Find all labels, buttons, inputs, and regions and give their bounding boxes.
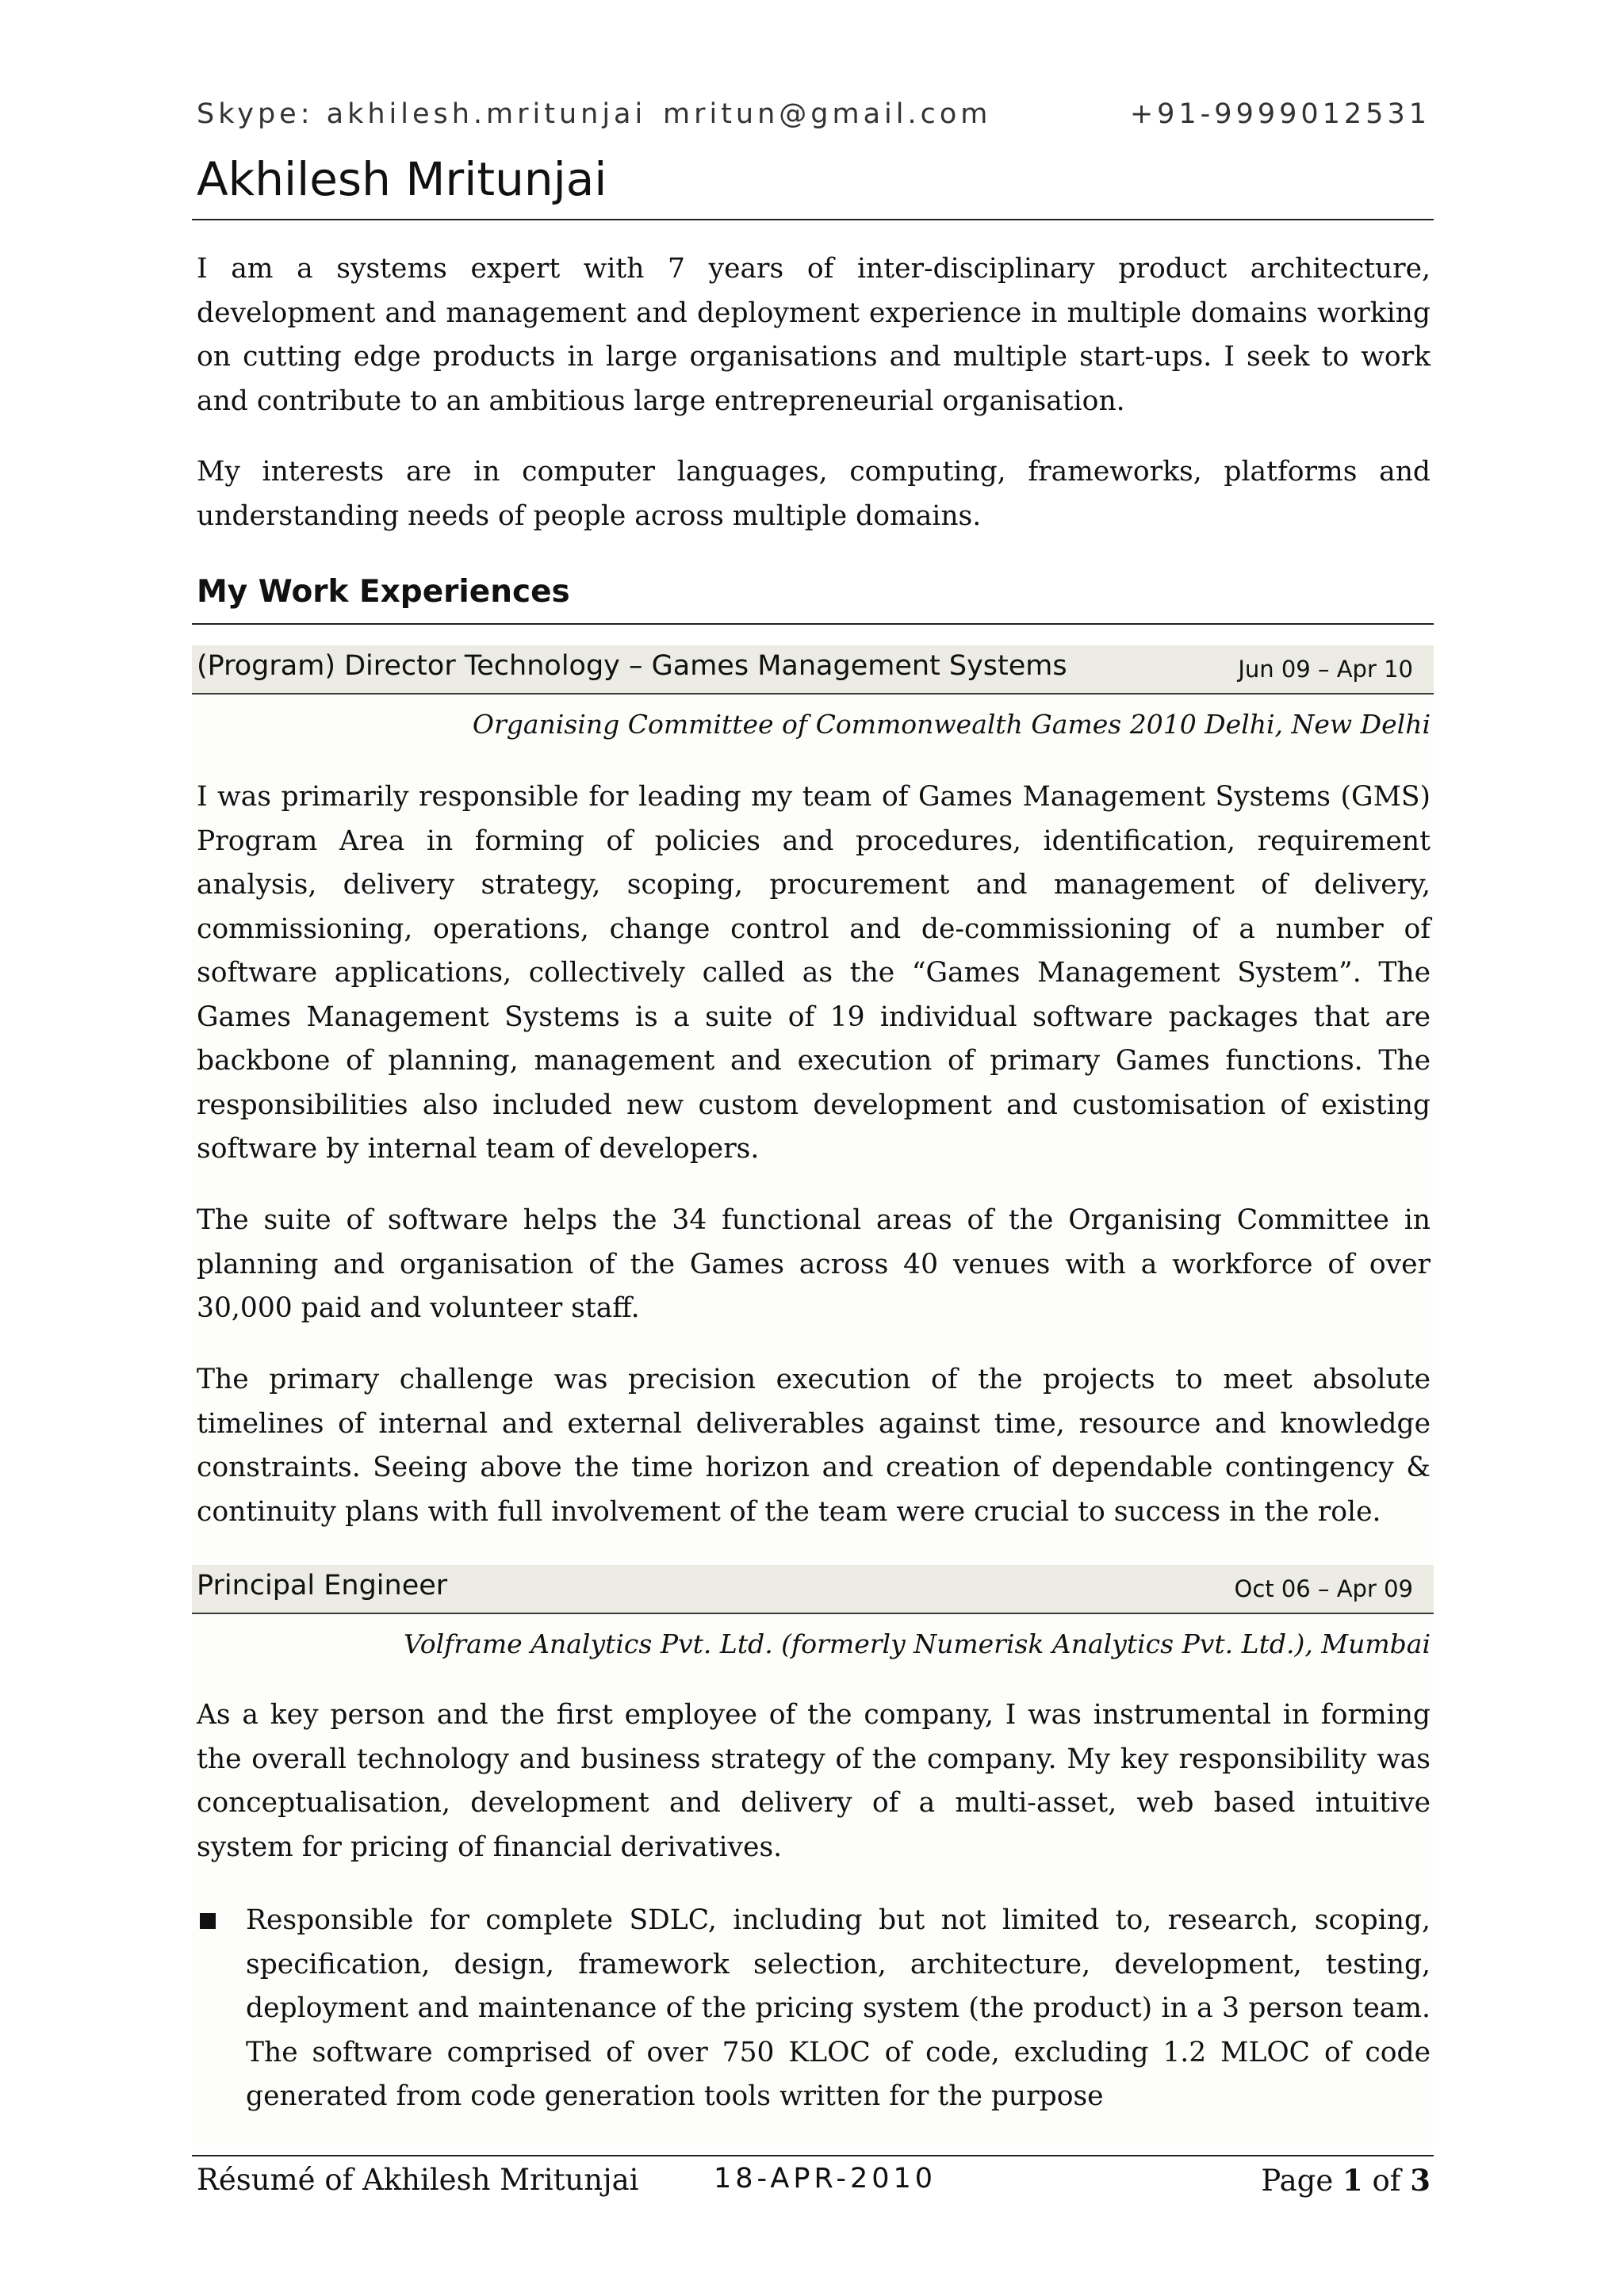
job-2-organisation: Volframe Analytics Pvt. Ltd. (formerly Numerisk Analytics Pvt. Ltd.), Mumbai <box>403 1628 1431 1659</box>
square-bullet-icon <box>200 1913 216 1929</box>
skype-contact: Skype: akhilesh.mritunjai <box>197 98 647 130</box>
bullet-text: Responsible for complete SDLC, including but not limited to, research, scoping, specification, design, framework selection, architecture, development, testing, deployment and maintenance of the pricing system (the product) in a 3 person team. The software comprised of over 750 KLOC of code, excluding 1.2 MLOC of code generated from code generation tools written for the purpose <box>246 1904 1431 2112</box>
job-1-dates: Jun 09 – Apr 10 <box>1238 656 1413 683</box>
job-1-paragraph-2: The suite of software helps the 34 functional areas of the Organising Committee in planning and organisation of the Games across 40 venues with a workforce of over 30,000 paid and volunteer staff. <box>197 1204 1431 1324</box>
section-divider <box>192 623 1434 625</box>
job-2-bullet-list <box>197 1899 1431 2119</box>
job-1-paragraph-3: The primary challenge was precision execution of the projects to meet absolute timelines of internal and external deliverables against time, resource and knowledge constraints. Seeing above the time horizon and creation of dependable contingency & continuity plans with full involvement of the team were crucial to success in the role. <box>197 1364 1431 1528</box>
job-2-paragraph-1: As a key person and the first employee of the company, I was instrumental in forming the overall technology and business strategy of the company. My key responsibility was conceptualisation, development and delivery of a multi-asset, web based intuitive system for pricing of financial derivatives. <box>197 1699 1431 1863</box>
footer-date: 18-APR-2010 <box>714 2163 937 2195</box>
page-number <box>1261 2163 1431 2198</box>
job-1-header-bar <box>192 645 1434 695</box>
job-2-title: Principal Engineer <box>197 1570 448 1601</box>
job-1-organisation: Organising Committee of Commonwealth Games 2010 Delhi, New Delhi <box>472 709 1431 740</box>
phone-contact: +91-9999012531 <box>1129 98 1431 130</box>
list-item <box>197 1899 1431 2119</box>
candidate-name: Akhilesh Mritunjai <box>197 152 607 206</box>
of-word: of <box>1372 2164 1401 2198</box>
job-2-header-bar <box>192 1565 1434 1614</box>
current-page: 1 <box>1342 2163 1363 2198</box>
footer-divider <box>192 2155 1434 2156</box>
summary-paragraph-1: I am a systems expert with 7 years of inter-disciplinary product architecture, development and management and deployment experience in multiple domains working on cutting edge products in large organisations and multiple start-ups. I seek to work and contribute to an ambitious large entrepreneurial organisation. <box>197 253 1431 417</box>
summary-paragraph-2: My interests are in computer languages, computing, frameworks, platforms and understanding needs of people across multiple domains. <box>197 456 1431 532</box>
job-2-dates: Oct 06 – Apr 09 <box>1234 1575 1413 1602</box>
section-title-experience: My Work Experiences <box>197 574 570 610</box>
job-1-paragraph-1: I was primarily responsible for leading my team of Games Management Systems (GMS) Program Area in forming of policies and procedures, identification, requirement analysis, delivery strategy, scoping, procurement and management of delivery, commissioning, operations, change control and de-commissioning of a number of software applications, collectively called as the “Games Management System”. The Games Management Systems is a suite of 19 individual software packages that are backbone of planning, management and execution of primary Games functions. The responsibilities also included new custom development and customisation of existing software by internal team of developers. <box>197 781 1431 1165</box>
name-divider <box>192 219 1434 220</box>
job-1-title: (Program) Director Technology – Games Management Systems <box>197 650 1067 682</box>
total-pages: 3 <box>1410 2163 1431 2198</box>
email-contact[interactable]: mritun@gmail.com <box>663 98 992 130</box>
contact-line <box>197 98 1431 135</box>
page-word: Page <box>1261 2164 1334 2198</box>
page-footer <box>197 2163 1431 2204</box>
footer-resume-title: Résumé of Akhilesh Mritunjai <box>197 2163 639 2197</box>
